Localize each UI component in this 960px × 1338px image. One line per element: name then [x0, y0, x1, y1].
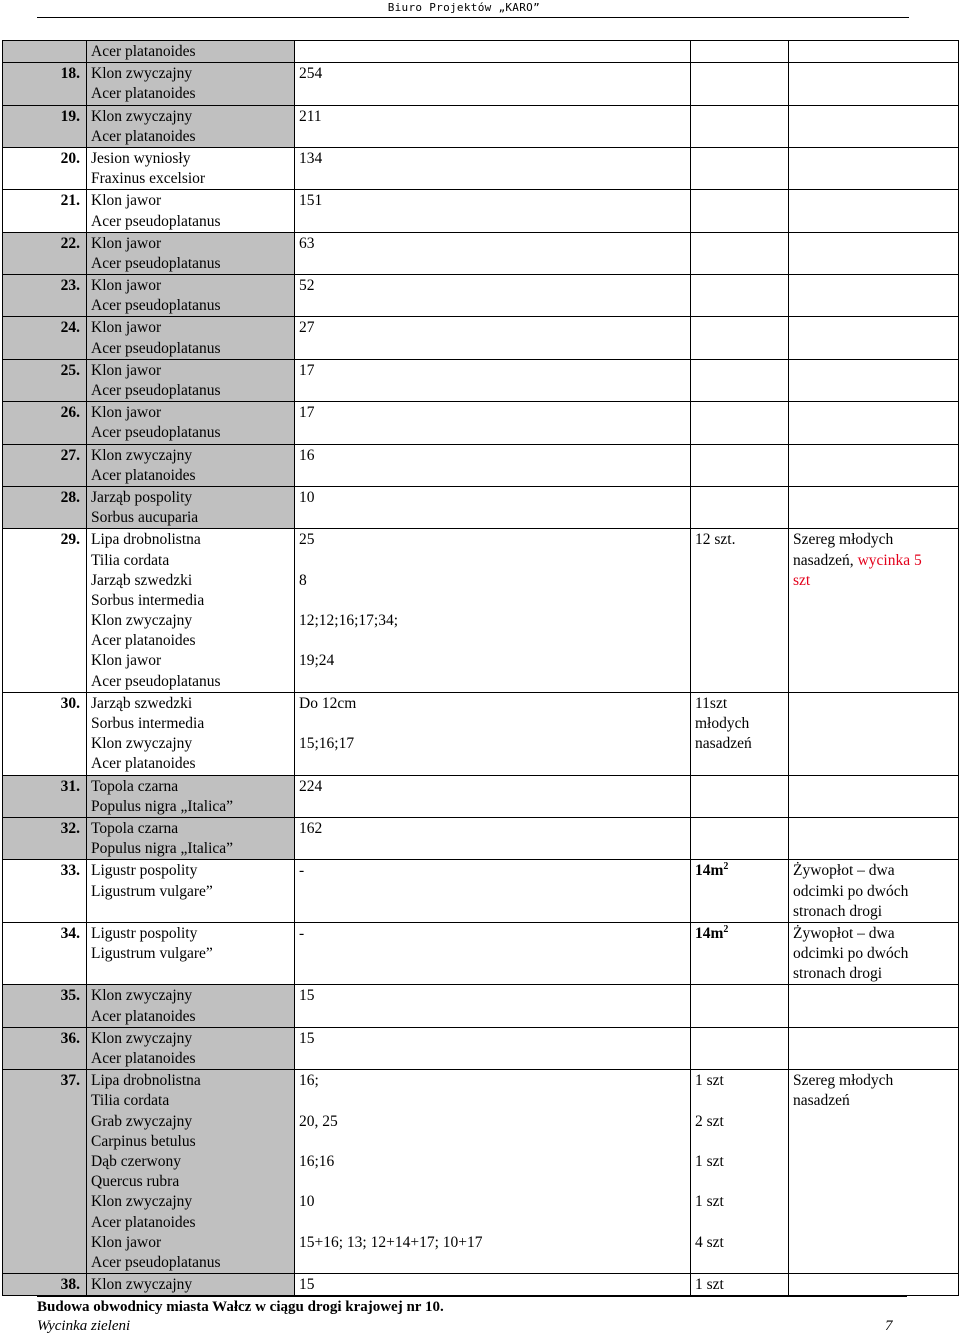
row-number: [3, 190, 87, 232]
cell-line: 18.: [60, 65, 80, 83]
quantity-cell: [691, 922, 789, 985]
notes-cell: [789, 529, 959, 693]
footer-title: Budowa obwodnicy miasta Wałcz w ciągu drogi krajowej nr 10.: [37, 1299, 444, 1315]
table-row: [3, 275, 959, 317]
table-row: [3, 775, 959, 817]
cell-line: Populus nigra „Italica”: [91, 797, 234, 815]
row-number: [3, 275, 87, 317]
cell-line: Sorbus aucuparia: [91, 509, 199, 527]
cell-line: Acer pseudoplatanus: [91, 382, 221, 399]
cell-line: 11szt: [695, 694, 728, 712]
notes-cell: [789, 985, 959, 1027]
cell-line: Tilia cordata: [91, 551, 170, 569]
cell-line: 20.: [60, 149, 80, 167]
cell-line: [7, 42, 80, 62]
cell-line: -: [299, 862, 305, 880]
cell-line: 134: [299, 149, 323, 167]
notes-cell: [789, 232, 959, 274]
cell-line: [299, 1172, 686, 1192]
cell-line: [695, 924, 784, 944]
cell-line: 28.: [60, 488, 80, 506]
row-number: [3, 359, 87, 401]
cell-line: Jarząb szwedzki: [91, 694, 193, 712]
cell-line: 1 szt: [695, 1072, 724, 1090]
cell-line: [299, 591, 686, 611]
cell-line: 4 szt: [695, 1233, 724, 1251]
row-number: [3, 147, 87, 189]
row-number: [3, 817, 87, 859]
cell-line: Klon jawor: [91, 277, 162, 295]
cell-line: 21.: [60, 192, 80, 210]
diameter-cell: [295, 147, 691, 189]
cell-line: 24.: [60, 319, 80, 337]
table-row: [3, 105, 959, 147]
table-row: [3, 985, 959, 1027]
cell-line: 8: [299, 571, 307, 589]
table-row: [3, 63, 959, 105]
species-cell: [87, 486, 295, 528]
cell-line: 224: [299, 777, 323, 795]
cell-line: Populus nigra „Italica”: [91, 840, 234, 858]
species-cell: [87, 817, 295, 859]
cell-line: 31.: [60, 777, 80, 795]
notes-cell: [789, 817, 959, 859]
quantity-cell: [691, 317, 789, 359]
diameter-cell: [295, 922, 691, 985]
species-cell: [87, 41, 295, 63]
quantity-cell: [691, 275, 789, 317]
quantity-cell: [691, 692, 789, 775]
cell-line: Acer platanoides: [91, 127, 196, 145]
cell-line: Acer platanoides: [91, 1213, 196, 1231]
cell-line: Lipa drobnolistna: [91, 531, 201, 549]
cell-line: [695, 861, 784, 881]
quantity-cell: [691, 190, 789, 232]
diameter-cell: [295, 486, 691, 528]
notes-cell: [789, 1274, 959, 1296]
cell-line: 34.: [60, 924, 80, 942]
cell-line: Klon jawor: [91, 652, 162, 670]
species-cell: [87, 317, 295, 359]
cell-line: Topola czarna: [91, 819, 179, 837]
cell-line: Acer pseudoplatanus: [91, 212, 221, 230]
notes-cell: [789, 147, 959, 189]
table-row: [3, 860, 959, 923]
cell-line: Quercus rubra: [91, 1173, 180, 1191]
diameter-cell: [295, 1274, 691, 1296]
cell-line: Klon zwyczajny: [91, 1029, 193, 1047]
cell-line: 12 szt.: [695, 531, 736, 549]
company-header: Biuro Projektów „KARO”: [387, 1, 540, 14]
cell-line: 33.: [60, 862, 80, 880]
cell-line: [299, 714, 686, 734]
footer-subtitle: Wycinka zieleni: [37, 1318, 131, 1334]
notes-cell: [789, 41, 959, 63]
cell-line: stronach drogi: [793, 902, 883, 920]
row-number: [3, 529, 87, 693]
cell-line: 25: [299, 531, 315, 549]
row-number: [3, 985, 87, 1027]
table-row: [3, 359, 959, 401]
cell-line: Klon zwyczajny: [91, 65, 193, 83]
notes-cell: [789, 359, 959, 401]
row-number: [3, 105, 87, 147]
cell-line: Sorbus intermedia: [91, 715, 205, 732]
cell-line: Klon zwyczajny: [91, 107, 193, 125]
cell-line: [695, 1172, 784, 1192]
cell-line: 27.: [60, 446, 80, 464]
area-exponent: 2: [723, 923, 729, 935]
cell-line: 29.: [60, 531, 80, 549]
cell-line: 254: [299, 65, 323, 83]
species-cell: [87, 275, 295, 317]
cell-line: Klon jawor: [91, 234, 162, 252]
species-cell: [87, 63, 295, 105]
notes-cell: [789, 402, 959, 444]
species-cell: [87, 105, 295, 147]
quantity-cell: [691, 41, 789, 63]
cell-line: Klon zwyczajny: [91, 446, 193, 464]
cell-line: 32.: [60, 819, 80, 837]
row-number: [3, 860, 87, 923]
table-row: [3, 692, 959, 775]
header-divider: [37, 17, 909, 18]
species-cell: [87, 402, 295, 444]
cell-line: Acer platanoides: [91, 755, 196, 773]
quantity-cell: [691, 402, 789, 444]
quantity-cell: [691, 486, 789, 528]
cell-line: [299, 1091, 686, 1111]
quantity-cell: [691, 817, 789, 859]
cell-line: 151: [299, 192, 323, 210]
row-number: [3, 232, 87, 274]
cell-line: 2 szt: [695, 1112, 724, 1130]
cell-line: Dąb czerwony: [91, 1152, 181, 1170]
cell-line: 22.: [60, 234, 80, 252]
species-cell: [87, 692, 295, 775]
cell-line: Jesion wyniosły: [91, 149, 191, 167]
cell-line: Acer pseudoplatanus: [91, 1253, 221, 1271]
diameter-cell: [295, 985, 691, 1027]
cell-line: Żywopłot – dwa: [793, 862, 895, 880]
cell-line: Grab zwyczajny: [91, 1112, 193, 1130]
cell-line: Klon jawor: [91, 361, 162, 379]
cell-line: 16;: [299, 1072, 319, 1090]
cell-line: młodych: [695, 715, 750, 732]
cell-line: 15+16; 13; 12+14+17; 10+17: [299, 1233, 483, 1251]
note-highlight: szt: [793, 571, 811, 589]
area-value: 14m: [695, 862, 724, 880]
cell-line: Do 12cm: [299, 694, 357, 712]
cell-line: odcimki po dwóch: [793, 945, 909, 963]
species-cell: [87, 444, 295, 486]
table-row: [3, 41, 959, 63]
cell-line: 1 szt: [695, 1276, 724, 1294]
cell-line: [299, 631, 686, 651]
cell-line: [695, 1213, 784, 1233]
notes-cell: [789, 1070, 959, 1274]
cell-line: Klon zwyczajny: [91, 612, 193, 630]
diameter-cell: [295, 275, 691, 317]
cell-line: Klon jawor: [91, 319, 162, 337]
cell-line: 19;24: [299, 652, 335, 670]
notes-cell: [789, 860, 959, 923]
cell-line: 12;12;16;17;34;: [299, 612, 399, 630]
cell-line: 17: [299, 361, 315, 379]
species-cell: [87, 985, 295, 1027]
cell-line: 10: [299, 488, 315, 506]
cell-line: 15: [299, 1029, 315, 1047]
cell-line: [695, 1253, 784, 1273]
species-cell: [87, 232, 295, 274]
cell-line: Żywopłot – dwa: [793, 924, 895, 942]
species-cell: [87, 860, 295, 923]
cell-line: Jarząb pospolity: [91, 488, 193, 506]
quantity-cell: [691, 1027, 789, 1069]
notes-cell: [789, 317, 959, 359]
cell-line: [793, 551, 954, 571]
cell-line: [695, 1132, 784, 1152]
cell-line: 37.: [60, 1072, 80, 1090]
diameter-cell: [295, 105, 691, 147]
page-number: 7: [885, 1318, 893, 1334]
table-row: [3, 317, 959, 359]
cell-line: Klon jawor: [91, 404, 162, 422]
cell-line: [299, 672, 686, 692]
cell-line: nasadzeń: [695, 735, 752, 753]
cell-line: Acer platanoides: [91, 85, 196, 103]
row-number: [3, 41, 87, 63]
cell-line: Klon zwyczajny: [91, 1193, 193, 1211]
cell-line: Acer platanoides: [91, 1050, 196, 1067]
row-number: [3, 1070, 87, 1274]
cell-line: Lipa drobnolistna: [91, 1072, 201, 1090]
tree-inventory-table: [2, 40, 959, 1296]
quantity-cell: [691, 985, 789, 1027]
row-number: [3, 402, 87, 444]
diameter-cell: [295, 444, 691, 486]
cell-line: 162: [299, 819, 323, 837]
notes-cell: [789, 486, 959, 528]
table-row: [3, 486, 959, 528]
area-exponent: 2: [723, 861, 729, 873]
cell-line: Tilia cordata: [91, 1092, 170, 1110]
diameter-cell: [295, 359, 691, 401]
species-cell: [87, 775, 295, 817]
cell-line: 15;16;17: [299, 735, 355, 753]
species-cell: [87, 359, 295, 401]
cell-line: Sorbus intermedia: [91, 591, 205, 609]
cell-line: nasadzeń: [793, 1092, 850, 1110]
cell-line: 23.: [60, 277, 80, 295]
cell-line: Carpinus betulus: [91, 1132, 196, 1150]
cell-line: [299, 551, 686, 571]
cell-line: 63: [299, 234, 315, 252]
diameter-cell: [295, 817, 691, 859]
cell-line: Acer platanoides: [91, 1007, 196, 1025]
cell-line: Klon jawor: [91, 1233, 162, 1251]
notes-cell: [789, 922, 959, 985]
cell-line: Acer pseudoplatanus: [91, 672, 221, 690]
cell-line: [695, 1091, 784, 1111]
diameter-cell: [295, 317, 691, 359]
quantity-cell: [691, 63, 789, 105]
quantity-cell: [691, 775, 789, 817]
cell-line: 35.: [60, 987, 80, 1005]
table-row: [3, 1027, 959, 1069]
row-number: [3, 317, 87, 359]
notes-cell: [789, 105, 959, 147]
cell-line: Klon zwyczajny: [91, 987, 193, 1005]
notes-cell: [789, 1027, 959, 1069]
cell-line: stronach drogi: [793, 965, 883, 983]
table-row: [3, 529, 959, 693]
diameter-cell: [295, 63, 691, 105]
table-row: [3, 817, 959, 859]
cell-line: [299, 1213, 686, 1233]
quantity-cell: [691, 105, 789, 147]
table-row: [3, 1070, 959, 1274]
table-row: [3, 190, 959, 232]
species-cell: [87, 1027, 295, 1069]
diameter-cell: [295, 190, 691, 232]
diameter-cell: [295, 692, 691, 775]
notes-cell: [789, 775, 959, 817]
cell-line: Acer pseudoplatanus: [91, 297, 221, 315]
row-number: [3, 692, 87, 775]
quantity-cell: [691, 1274, 789, 1296]
species-cell: [87, 1274, 295, 1296]
diameter-cell: [295, 1070, 691, 1274]
footer-divider: [37, 1296, 907, 1297]
cell-line: 1 szt: [695, 1152, 724, 1170]
cell-line: 16;16: [299, 1152, 335, 1170]
cell-line: 26.: [60, 404, 80, 422]
cell-line: [299, 1132, 686, 1152]
quantity-cell: [691, 444, 789, 486]
diameter-cell: [295, 41, 691, 63]
cell-line: 15: [299, 1276, 315, 1294]
cell-line: 10: [299, 1193, 315, 1211]
cell-line: Klon zwyczajny: [91, 735, 193, 753]
notes-cell: [789, 190, 959, 232]
cell-line: 25.: [60, 361, 80, 379]
species-cell: [87, 147, 295, 189]
table-row: [3, 1274, 959, 1296]
cell-line: Ligustrum vulgare”: [91, 882, 213, 900]
notes-cell: [789, 275, 959, 317]
cell-line: Topola czarna: [91, 777, 179, 795]
cell-line: [793, 571, 954, 591]
cell-line: Acer platanoides: [91, 43, 196, 60]
cell-line: 36.: [60, 1029, 80, 1047]
table-row: [3, 444, 959, 486]
cell-line: [299, 754, 686, 774]
cell-line: 211: [299, 107, 322, 125]
cell-line: 17: [299, 404, 315, 422]
species-cell: [87, 190, 295, 232]
species-cell: [87, 922, 295, 985]
cell-line: 27: [299, 319, 315, 337]
cell-line: Jarząb szwedzki: [91, 571, 193, 589]
row-number: [3, 1274, 87, 1296]
cell-line: -: [299, 924, 305, 942]
note-text: nasadzeń,: [793, 551, 858, 569]
cell-line: Acer pseudoplatanus: [91, 424, 221, 442]
cell-line: 1 szt: [695, 1193, 724, 1211]
cell-line: 30.: [60, 694, 80, 712]
table-row: [3, 402, 959, 444]
cell-line: Ligustr pospolity: [91, 924, 198, 942]
quantity-cell: [691, 232, 789, 274]
table-row: [3, 232, 959, 274]
table-row: [3, 922, 959, 985]
row-number: [3, 444, 87, 486]
notes-cell: [789, 63, 959, 105]
notes-cell: [789, 444, 959, 486]
cell-line: [299, 1253, 686, 1273]
row-number: [3, 775, 87, 817]
cell-line: Szereg młodych: [793, 1072, 894, 1090]
cell-line: 38.: [60, 1276, 80, 1294]
note-highlight: wycinka 5: [857, 551, 922, 569]
species-cell: [87, 1070, 295, 1274]
diameter-cell: [295, 232, 691, 274]
diameter-cell: [295, 860, 691, 923]
diameter-cell: [295, 402, 691, 444]
row-number: [3, 1027, 87, 1069]
quantity-cell: [691, 860, 789, 923]
table-row: [3, 147, 959, 189]
cell-line: Acer pseudoplatanus: [91, 254, 221, 272]
cell-line: 19.: [60, 107, 80, 125]
cell-line: Klon jawor: [91, 192, 162, 210]
row-number: [3, 63, 87, 105]
quantity-cell: [691, 529, 789, 693]
cell-line: Acer platanoides: [91, 632, 196, 650]
notes-cell: [789, 692, 959, 775]
diameter-cell: [295, 529, 691, 693]
species-cell: [87, 529, 295, 693]
cell-line: Ligustr pospolity: [91, 862, 198, 880]
cell-line: Ligustrum vulgare”: [91, 945, 213, 963]
cell-line: Szereg młodych: [793, 531, 894, 549]
area-value: 14m: [695, 924, 724, 942]
cell-line: 20, 25: [299, 1112, 338, 1130]
cell-line: 15: [299, 987, 315, 1005]
diameter-cell: [295, 775, 691, 817]
cell-line: 16: [299, 446, 315, 464]
row-number: [3, 922, 87, 985]
quantity-cell: [691, 359, 789, 401]
cell-line: odcimki po dwóch: [793, 882, 909, 900]
row-number: [3, 486, 87, 528]
cell-line: 52: [299, 277, 315, 295]
cell-line: Klon zwyczajny: [91, 1276, 193, 1294]
cell-line: Acer platanoides: [91, 466, 196, 484]
quantity-cell: [691, 147, 789, 189]
cell-line: Acer pseudoplatanus: [91, 339, 221, 357]
quantity-cell: [691, 1070, 789, 1274]
cell-line: Fraxinus excelsior: [91, 170, 206, 188]
diameter-cell: [295, 1027, 691, 1069]
